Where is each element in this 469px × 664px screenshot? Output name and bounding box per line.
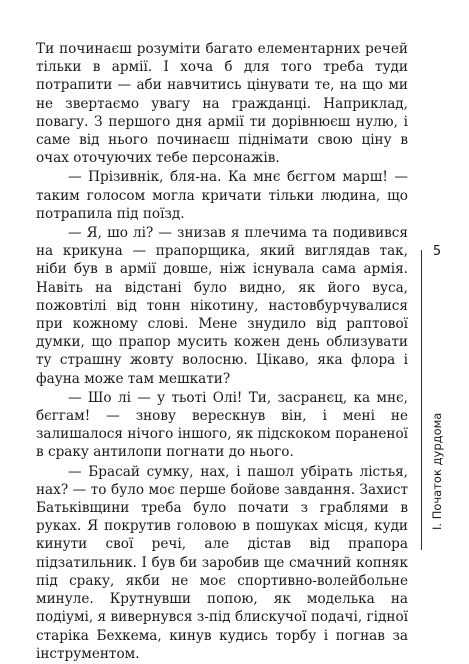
paragraph: Ти починаєш розуміти багато елементарних речей тільки в армії. І хоча б для того треба туди потрапити — аби навчитись цінувати те, на що ми не звертаємо увагу на гражданці. Наприклад, повагу. З першого дня армії ти дорівнюєш нулю, і саме від нього починаєш піднімати свою ціну в очах оточуючих тебе персонажів.: [36, 41, 408, 167]
paragraph: — Шо лі — у тьоті Олі! Ти, засранєц, ка мнє, бєггам! — знову верескнув він, і мені не залишалося нічого іншого, як підскоком пораненої в сраку антилопи погнати до нього.: [36, 389, 408, 461]
paragraph: — Брасай сумку, нах, і пашол убірать лістья, нах? — то було моє перше бойове завдання. Захист Батьківщини треба було почати з граблями в руках. Я покрутив головою в пошуках місця, куди кинути свої речі, але дістав від прапора підзатильник. І був би заробив ще смачний копняк під сраку, якби не моє спортивно-волейбольне минуле. Крутнувши попою, як моделька на подіумі, я вивернувся з-під блискучої подачі, гідної старіка Бехкема, кинув кудись торбу і погнав за інструментом.: [36, 463, 408, 662]
margin-rule: [421, 250, 422, 550]
paragraph: — Я, шо лі? — знизав я плечима та подивився на крикуна — прапорщика, який виглядав так, ніби був в армії довше, ніж існувала сама армія. Навіть на відстані було видно, як його вуса, пожовтілі від тонн нікотину, настовбурчувалися при кожному слові. Мене знудило від раптової думки, що прапор мусить кожен день облизувати ту страшну жовту волосню. Цікаво, яка флора і фауна може там мешкати?: [36, 225, 408, 387]
paragraph: — Прізивнік, бля-на. Ка мнє бєггом марш! — таким голосом могла кричати тільки людина, що потрапила під поїзд.: [36, 169, 408, 222]
running-head: І. Початок дурдома: [430, 412, 444, 530]
page-body: [36, 40, 408, 664]
page-number: 5: [432, 244, 442, 259]
